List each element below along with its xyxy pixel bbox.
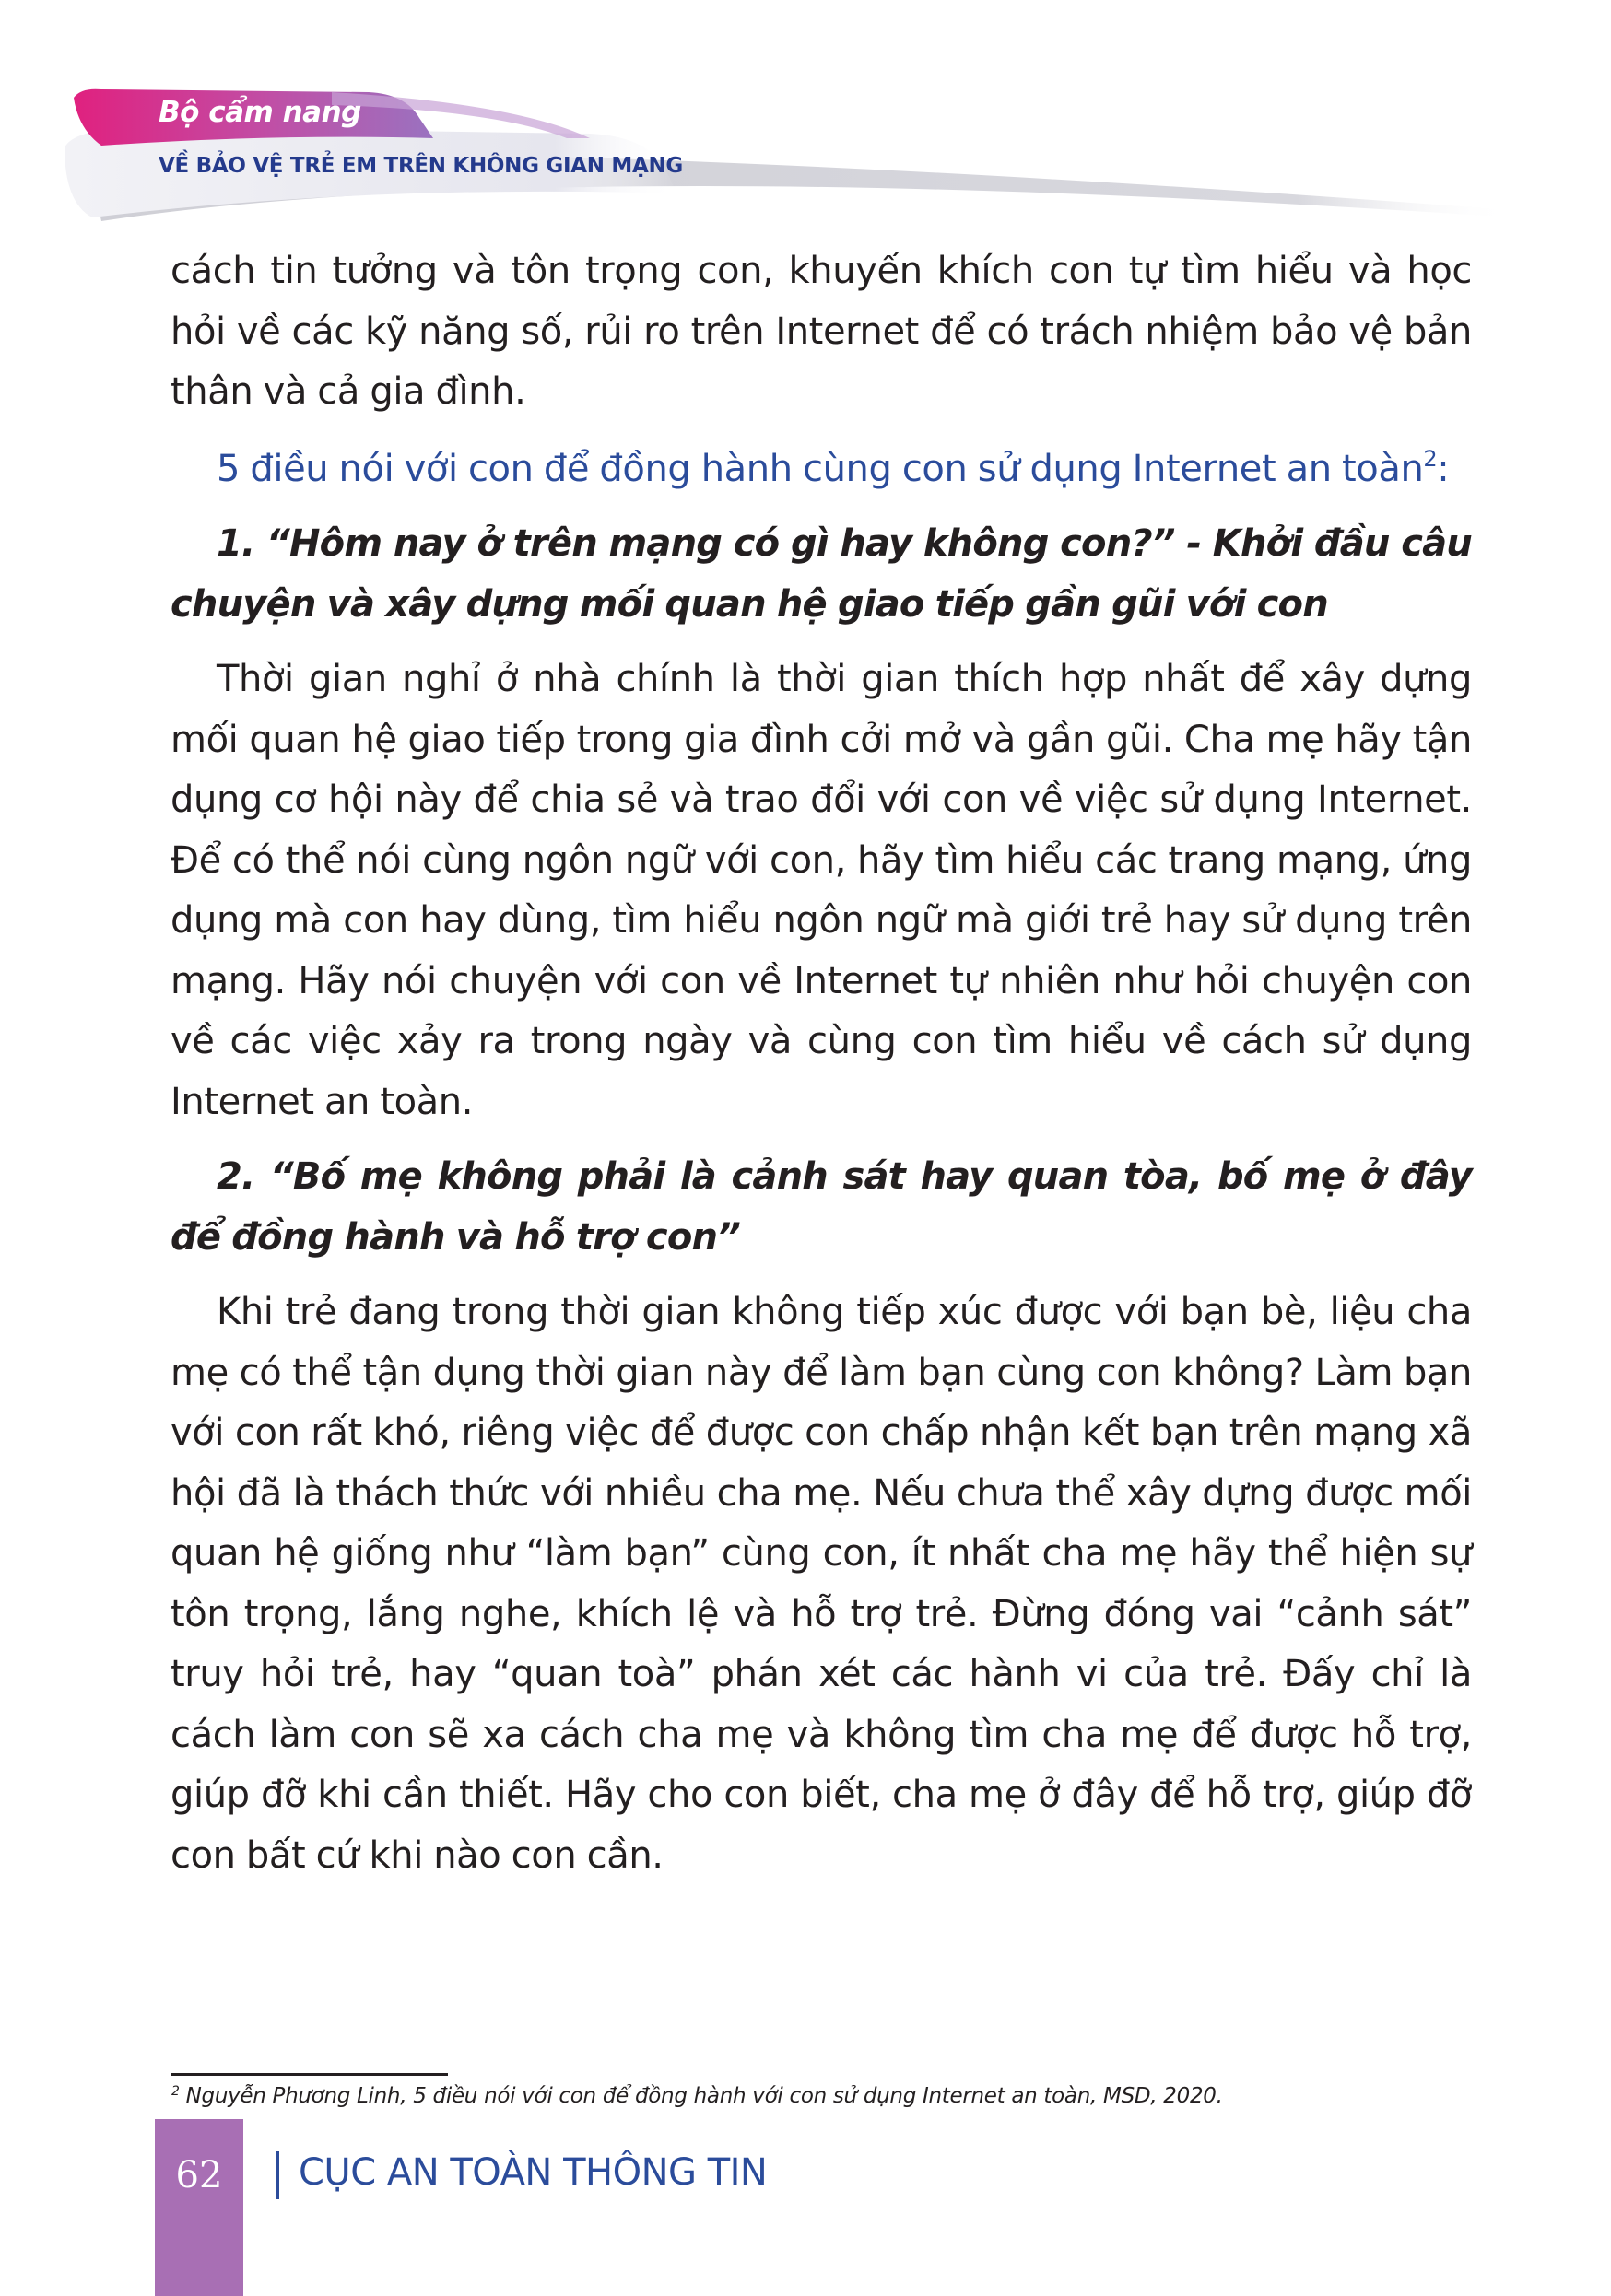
item-heading-2: 2. “Bố mẹ không phải là cảnh sát hay quan tòa, bố mẹ ở đây để đồng hành và hỗ trợ con” xyxy=(171,1155,1472,1259)
item-body-2: Khi trẻ đang trong thời gian không tiếp xúc được với bạn bè, liệu cha mẹ có thể tận dụng thời gian này để làm bạn cùng con không? Làm bạn với con rất khó, riêng việc để được con chấp nhận kết bạn trên mạng xã hội đã là thách thức với nhiều cha mẹ. Nếu chưa thể xây dựng được mối quan hệ giống như “làm bạn” cùng con, ít nhất cha mẹ hãy thể hiện sự tôn trọng, lắng nghe, khích lệ và hỗ trợ trẻ. Đừng đóng vai “cảnh sát” truy hỏi trẻ, hay “quan toà” phán xét các hành vi của trẻ. Đấy chỉ là cách làm con sẽ xa cách cha mẹ và không tìm cha mẹ để được hỗ trợ, giúp đỡ khi cần thiết. Hãy cho con biết, cha mẹ ở đây để hỗ trợ, giúp đỡ con bất cứ khi nào con cần. xyxy=(171,1291,1472,1877)
footnote xyxy=(171,2084,1223,2108)
page-content xyxy=(171,241,1472,1886)
page-number-tab xyxy=(155,2119,243,2296)
footnote-text: Nguyễn Phương Linh, 5 điều nói với con để đồng hành với con sử dụng Internet an toàn, MSD, 2020. xyxy=(179,2084,1223,2108)
item-heading-1: 1. “Hôm nay ở trên mạng có gì hay không con?” - Khởi đầu câu chuyện và xây dựng mối quan hệ giao tiếp gần gũi với con xyxy=(171,522,1472,626)
handbook-title: Bộ cẩm nang xyxy=(159,96,361,129)
footnote-divider xyxy=(171,2073,448,2076)
section-intro-heading-text: 5 điều nói với con để đồng hành cùng con sử dụng Internet an toàn xyxy=(217,447,1424,490)
publisher-name: CỤC AN TOÀN THÔNG TIN xyxy=(299,2151,768,2194)
section-intro-heading-colon: : xyxy=(1437,447,1450,490)
header-banner xyxy=(0,0,1611,240)
footnote-reference[interactable]: 2 xyxy=(1423,445,1438,472)
page-number: 62 xyxy=(175,2154,223,2196)
handbook-subtitle: VỀ BẢO VỆ TRẺ EM TRÊN KHÔNG GIAN MẠNG xyxy=(159,154,683,178)
item-body-1: Thời gian nghỉ ở nhà chính là thời gian thích hợp nhất để xây dựng mối quan hệ giao tiếp trong gia đình cởi mở và gần gũi. Cha mẹ hãy tận dụng cơ hội này để chia sẻ và trao đổi với con về việc sử dụng Internet. Để có thể nói cùng ngôn ngữ với con, hãy tìm hiểu các trang mạng, ứng dụng mà con hay dùng, tìm hiểu ngôn ngữ mà giới trẻ hay sử dụng trên mạng. Hãy nói chuyện với con về Internet tự nhiên như hỏi chuyện con về các việc xảy ra trong ngày và cùng con tìm hiểu về cách sử dụng Internet an toàn. xyxy=(171,658,1472,1123)
section-intro-heading xyxy=(171,439,1472,500)
footnote-marker: 2 xyxy=(171,2084,180,2099)
opening-paragraph: cách tin tưởng và tôn trọng con, khuyến khích con tự tìm hiểu và học hỏi về các kỹ năng số, rủi ro trên Internet để có trách nhiệm bảo vệ bản thân và cả gia đình. xyxy=(171,250,1472,413)
footer-divider xyxy=(276,2151,279,2199)
